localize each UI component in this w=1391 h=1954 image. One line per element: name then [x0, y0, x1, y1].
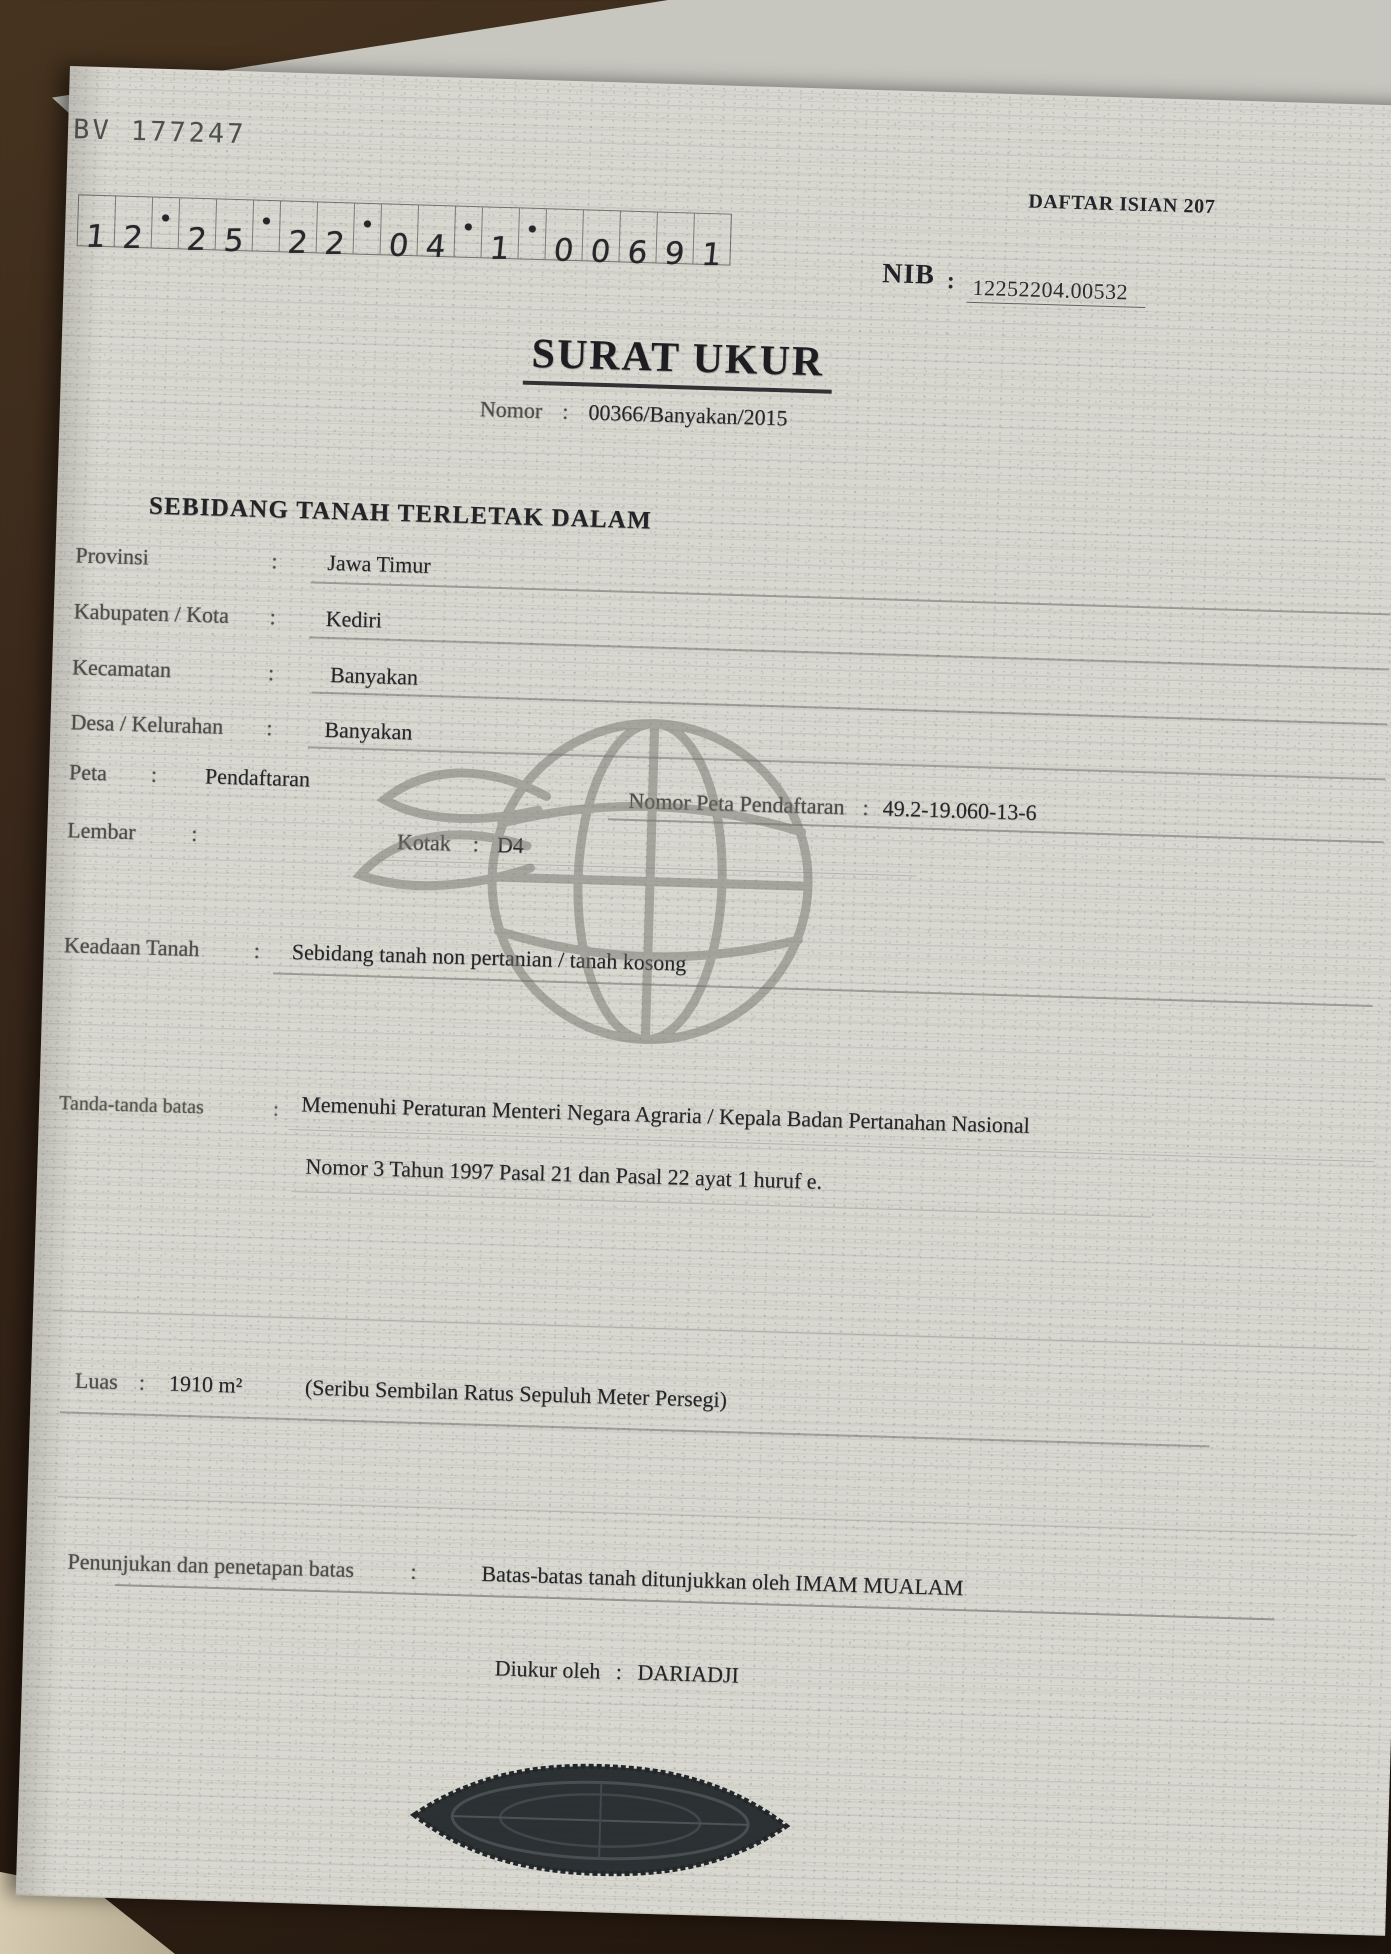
tanda-batas-line2: Nomor 3 Tahun 1997 Pasal 21 dan Pasal 22 ayat 1 huruf e. [305, 1153, 823, 1194]
nomor-peta-value: 49.2-19.060-13-6 [882, 795, 1038, 826]
code-cell: 1 [482, 207, 520, 258]
penunjukan-label: Penunjukan dan penetapan batas [67, 1548, 355, 1583]
code-cell: 1 [78, 195, 116, 246]
luas-label: Luas [74, 1367, 119, 1394]
code-cell: 0 [545, 209, 583, 260]
code-cell-separator: • [455, 207, 483, 258]
keadaan-label: Keadaan Tanah [63, 932, 200, 962]
provinsi-label: Provinsi [75, 542, 150, 570]
nib-label: NIB [881, 258, 936, 291]
bpn-globe-watermark-icon [324, 672, 856, 1092]
provinsi-value: Jawa Timur [327, 549, 432, 578]
lembar-colon: : [190, 820, 198, 847]
diukur-label: Diukur oleh [494, 1655, 601, 1684]
peta-label: Peta [68, 759, 108, 786]
nomor-peta-colon: : [862, 794, 870, 821]
keadaan-colon: : [253, 937, 261, 964]
kotak-value: D4 [496, 832, 525, 858]
code-cell: 2 [115, 196, 153, 247]
kotak-colon: : [472, 831, 480, 857]
code-cell-separator: • [518, 208, 546, 259]
document-title: SURAT UKUR [523, 330, 833, 394]
nomor-colon: : [561, 398, 569, 424]
section-heading: SEBIDANG TANAH TERLETAK DALAM [148, 492, 653, 535]
bpn-globe-watermark-svg [324, 672, 856, 1087]
nib-row [881, 258, 1146, 308]
ink-stamp-icon [408, 1757, 791, 1888]
nib-value: 12252204.00532 [966, 275, 1146, 308]
luas-value: 1910 m² [168, 1370, 243, 1398]
code-cell: 2 [317, 202, 355, 253]
code-cell: 0 [381, 204, 419, 255]
code-cell: 5 [216, 199, 254, 250]
kotak-label: Kotak [396, 829, 452, 856]
code-cell-separator: • [253, 201, 281, 252]
kecamatan-colon: : [267, 660, 275, 686]
nomor-value: 00366/Banyakan/2015 [588, 399, 788, 431]
code-cell: 2 [179, 198, 217, 249]
nomor-label: Nomor [479, 396, 543, 424]
code-cell: 6 [619, 211, 657, 262]
kecamatan-value: Banyakan [329, 661, 419, 690]
diukur-colon: : [615, 1658, 623, 1685]
code-cell: 9 [656, 213, 694, 264]
field-row-luas [50, 1367, 1380, 1440]
parcel-code-grid [77, 194, 732, 274]
code-cell: 1 [699, 237, 724, 274]
ink-stamp-svg [409, 1757, 792, 1883]
code-cell: 0 [582, 210, 620, 261]
field-row-tanda-batas [58, 1088, 1389, 1194]
tanda-batas-label: Tanda-tanda batas [58, 1092, 205, 1119]
nomor-row [480, 396, 788, 431]
tanda-batas-line1: Memenuhi Peraturan Menteri Negara Agraria / Kepala Badan Pertanahan Nasional [300, 1091, 1031, 1138]
nomor-peta-label: Nomor Peta Pendaftaran [628, 787, 846, 820]
serial-number: BV 177247 [72, 114, 247, 151]
penunjukan-colon: : [410, 1558, 417, 1584]
paper-sheet [16, 66, 1391, 1936]
penunjukan-value: Batas-batas tanah ditunjukkan oleh IMAM MUALAM [481, 1560, 964, 1601]
desa-value: Banyakan [324, 716, 413, 745]
luas-note: (Seribu Sembilan Ratus Sepuluh Meter Persegi) [304, 1374, 728, 1413]
ruled-line [292, 1191, 1152, 1218]
code-cell-separator: • [354, 204, 382, 255]
kabupaten-value: Kediri [325, 605, 383, 633]
kabupaten-colon: : [269, 604, 277, 630]
code-cell-separator: • [152, 198, 180, 249]
code-cell: 2 [280, 201, 318, 252]
peta-colon: : [150, 761, 158, 787]
diukur-group [494, 1655, 739, 1688]
field-row-diukur [42, 1642, 1372, 1715]
provinsi-colon: : [271, 548, 278, 574]
field-row-penunjukan [45, 1548, 1375, 1621]
daftar-isian-label: DAFTAR ISIAN 207 [1028, 190, 1216, 219]
peta-value: Pendaftaran [204, 763, 311, 792]
desa-label: Desa / Kelurahan [70, 709, 224, 739]
ruled-line [53, 1310, 1368, 1350]
diukur-value: DARIADJI [637, 1659, 740, 1688]
lembar-label: Lembar [66, 817, 137, 845]
desa-colon: : [266, 715, 273, 741]
keadaan-value: Sebidang tanah non pertanian / tanah kosong [291, 938, 687, 976]
kecamatan-label: Kecamatan [71, 654, 172, 683]
luas-colon: : [138, 1369, 146, 1395]
kabupaten-label: Kabupaten / Kota [73, 598, 230, 628]
code-cell: 4 [418, 205, 456, 256]
nib-colon: : [946, 268, 956, 295]
tanda-batas-colon: : [272, 1098, 280, 1121]
ruled-line [58, 1496, 1357, 1536]
